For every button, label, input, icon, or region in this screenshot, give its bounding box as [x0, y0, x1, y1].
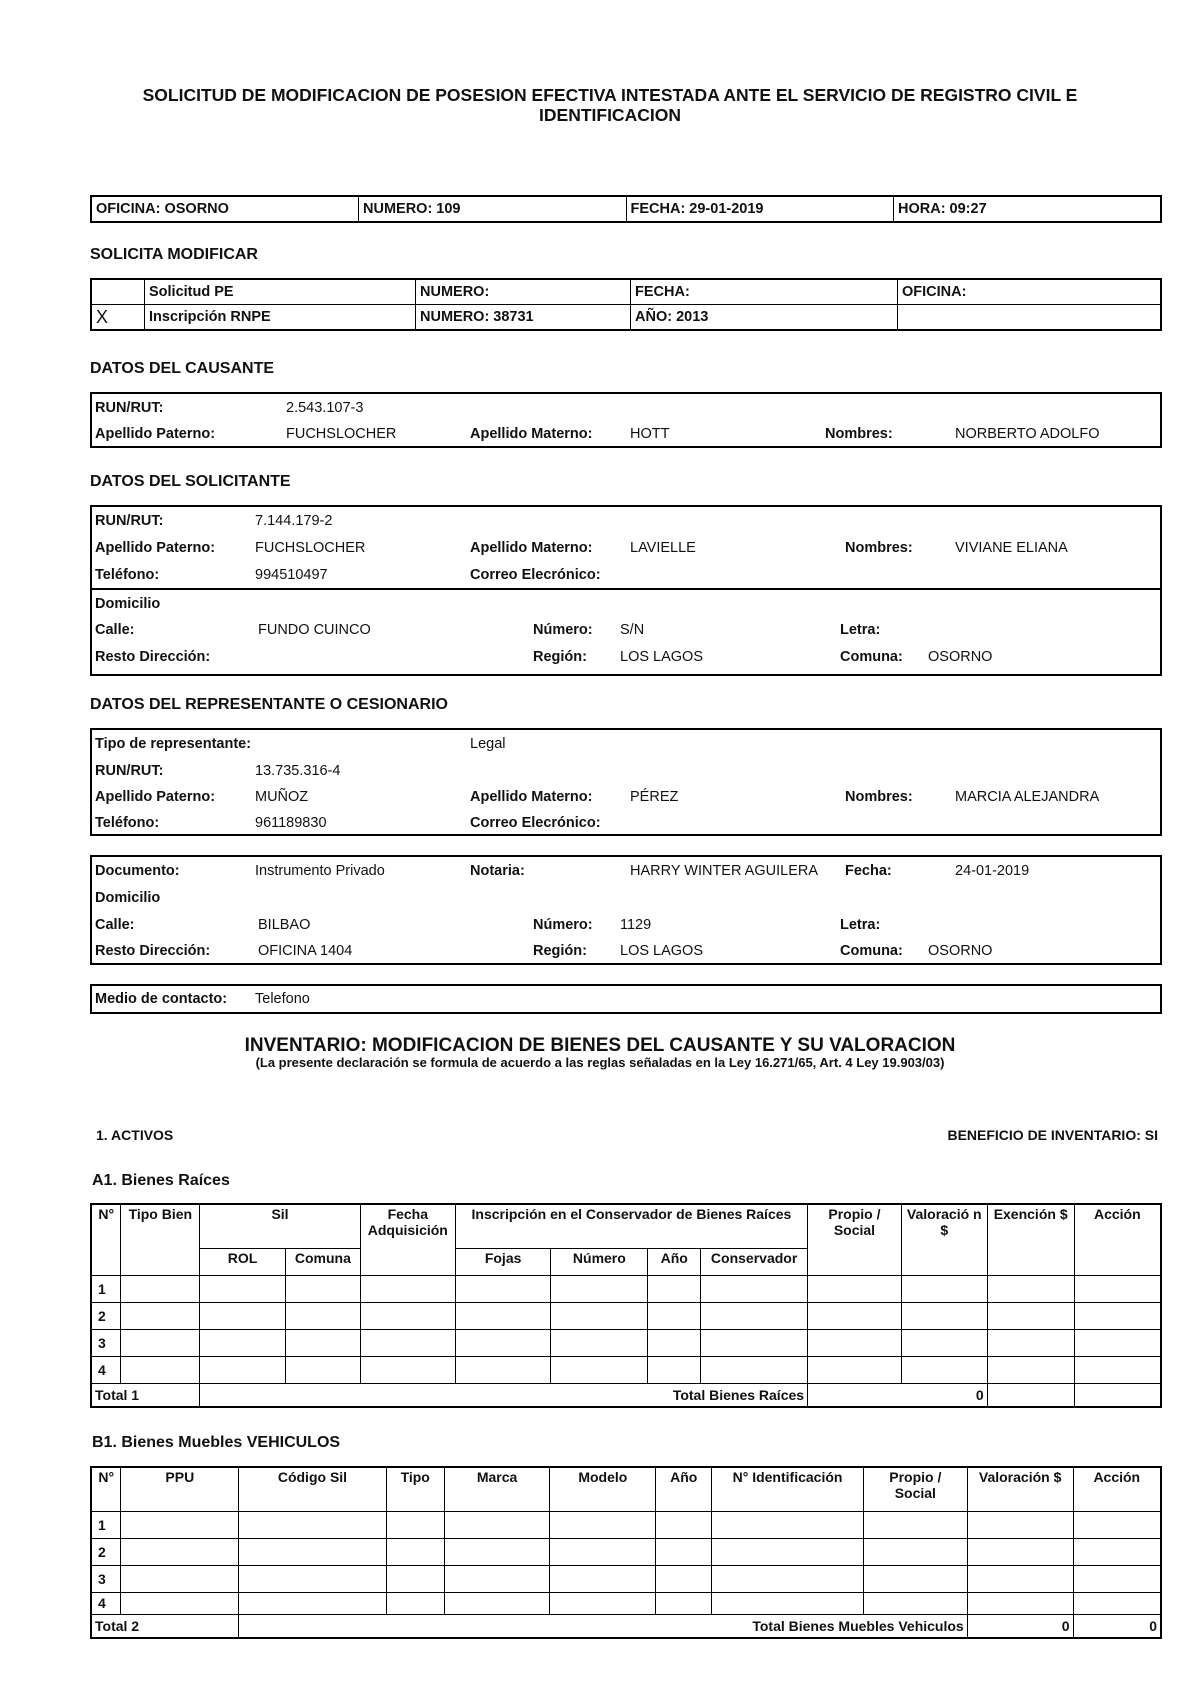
solicitante-comuna-label: Comuna:	[840, 649, 903, 665]
row-number: 3	[91, 1565, 121, 1592]
solicitante-telefono-label: Teléfono:	[95, 567, 160, 583]
solicitante-calle: FUNDO CUINCO	[258, 622, 371, 638]
causante-materno: HOTT	[630, 426, 670, 442]
col-rol: ROL	[200, 1248, 286, 1275]
rep-medio-label: Medio de contacto:	[95, 991, 228, 1007]
rep-domicilio-label: Domicilio	[95, 890, 161, 906]
solicita-mark: X	[91, 305, 145, 331]
rep-region-label: Región:	[533, 943, 587, 959]
bienes-raices-table	[90, 1203, 1162, 1408]
rep-materno-label: Apellido Materno:	[470, 789, 593, 805]
col-accion: Acción	[1073, 1467, 1161, 1511]
table-row	[91, 1329, 1161, 1356]
row-number: 2	[91, 1302, 121, 1329]
rep-notaria-label: Notaria:	[470, 863, 525, 879]
page-title: SOLICITUD DE MODIFICACION DE POSESION EFECTIVA INTESTADA ANTE EL SERVICIO DE REGISTRO CIVIL E IDENTIFICACION	[142, 85, 1078, 125]
col-anio: Año	[648, 1248, 701, 1275]
solicita-tipo: Inscripción RNPE	[145, 305, 416, 331]
causante-heading: DATOS DEL CAUSANTE	[90, 360, 275, 377]
causante-paterno: FUCHSLOCHER	[286, 426, 397, 442]
rep-tipo-label: Tipo de representante:	[95, 736, 252, 752]
solicitante-numero-label: Número:	[533, 622, 593, 638]
col-marca: Marca	[444, 1467, 550, 1511]
numero-cell: NUMERO: 109	[359, 196, 627, 222]
solicitante-heading: DATOS DEL SOLICITANTE	[90, 473, 291, 490]
solicitante-comuna: OSORNO	[928, 649, 993, 665]
rep-run: 13.735.316-4	[255, 763, 341, 779]
total-bienes-raices-label: Total Bienes Raíces	[200, 1383, 808, 1407]
causante-nombres-label: Nombres:	[825, 426, 893, 442]
total-vehiculos-value: 0	[967, 1614, 1073, 1638]
solicitante-run: 7.144.179-2	[255, 513, 333, 529]
rep-notaria: HARRY WINTER AGUILERA	[630, 863, 819, 879]
rep-nombres: MARCIA ALEJANDRA	[955, 789, 1100, 805]
col-numero: Número	[551, 1248, 648, 1275]
solicitante-region-label: Región:	[533, 649, 587, 665]
col-accion: Acción	[1074, 1204, 1161, 1275]
total-2-label: Total 2	[91, 1614, 239, 1638]
bienes-raices-heading: A1. Bienes Raíces	[92, 1172, 230, 1189]
col-n: N°	[91, 1467, 121, 1511]
table-row	[91, 1511, 1161, 1538]
rep-telefono: 961189830	[255, 815, 327, 831]
rep-documento-label: Documento:	[95, 863, 180, 879]
row-number: 3	[91, 1329, 121, 1356]
rep-documento: Instrumento Privado	[255, 863, 385, 879]
total-row	[91, 1383, 1161, 1407]
col-anio: Año	[656, 1467, 712, 1511]
causante-paterno-label: Apellido Paterno:	[95, 426, 216, 442]
solicitante-paterno: FUCHSLOCHER	[255, 540, 366, 556]
total-vehiculos-accion: 0	[1073, 1614, 1161, 1638]
solicitante-numero: S/N	[620, 622, 645, 638]
representante-heading: DATOS DEL REPRESENTANTE O CESIONARIO	[90, 696, 448, 713]
table-row	[91, 1565, 1161, 1592]
col-tipo: Tipo	[386, 1467, 444, 1511]
solicitante-paterno-label: Apellido Paterno:	[95, 540, 216, 556]
row-number: 4	[91, 1592, 121, 1614]
table-row	[91, 1356, 1161, 1383]
solicita-heading: SOLICITA MODIFICAR	[90, 246, 258, 263]
col-conservador: Conservador	[701, 1248, 808, 1275]
hora-cell: HORA: 09:27	[894, 196, 1162, 222]
inventario-subtitle: (La presente declaración se formula de acuerdo a las reglas señaladas en la Ley 16.271/65, Art. 4 Ley 19.903/03)	[255, 1055, 945, 1070]
row-number: 2	[91, 1538, 121, 1565]
rep-correo-label: Correo Elecrónico:	[470, 815, 601, 831]
col-propio-social: Propio / Social	[863, 1467, 967, 1511]
rep-paterno: MUÑOZ	[255, 789, 309, 805]
table-row	[91, 1592, 1161, 1614]
fecha-cell: FECHA: 29-01-2019	[626, 196, 894, 222]
solicitante-region: LOS LAGOS	[620, 649, 704, 665]
total-row	[91, 1614, 1161, 1638]
inventario-title: INVENTARIO: MODIFICACION DE BIENES DEL CAUSANTE Y SU VALORACION	[244, 1035, 956, 1056]
header-table	[90, 195, 1162, 223]
row-number: 1	[91, 1275, 121, 1302]
rep-fecha: 24-01-2019	[955, 863, 1030, 879]
solicitante-letra-label: Letra:	[840, 622, 881, 638]
causante-nombres: NORBERTO ADOLFO	[955, 426, 1100, 442]
table-row	[91, 1302, 1161, 1329]
solicitante-domicilio-label: Domicilio	[95, 596, 161, 612]
rep-medio: Telefono	[255, 991, 310, 1007]
row-number: 4	[91, 1356, 121, 1383]
rep-letra-label: Letra:	[840, 917, 881, 933]
rep-fecha-label: Fecha:	[845, 863, 892, 879]
col-modelo: Modelo	[550, 1467, 656, 1511]
col-exencion: Exención $	[987, 1204, 1074, 1275]
col-inscripcion: Inscripción en el Conservador de Bienes Raíces	[455, 1204, 807, 1248]
medio-box	[90, 984, 1162, 1014]
rep-comuna: OSORNO	[928, 943, 993, 959]
beneficio-label: BENEFICIO DE INVENTARIO: SI	[947, 1127, 1158, 1143]
rep-tipo: Legal	[470, 736, 506, 752]
solicita-oficina	[898, 305, 1162, 331]
solicitante-resto-label: Resto Dirección:	[95, 649, 211, 665]
activos-label: 1. ACTIVOS	[96, 1127, 174, 1143]
solicitante-materno-label: Apellido Materno:	[470, 540, 593, 556]
col-ppu: PPU	[121, 1467, 239, 1511]
rep-calle-label: Calle:	[95, 917, 135, 933]
col-n: N°	[91, 1204, 121, 1275]
solicitante-nombres: VIVIANE ELIANA	[955, 540, 1068, 556]
rep-calle: BILBAO	[258, 917, 311, 933]
table-row	[91, 1538, 1161, 1565]
solicita-numero: NUMERO: 38731	[416, 305, 631, 331]
col-identificacion: N° Identificación	[712, 1467, 864, 1511]
total-vehiculos-label: Total Bienes Muebles Vehiculos	[239, 1614, 968, 1638]
causante-run: 2.543.107-3	[286, 400, 364, 416]
solicitante-nombres-label: Nombres:	[845, 540, 913, 556]
rep-comuna-label: Comuna:	[840, 943, 903, 959]
vehiculos-table	[90, 1466, 1162, 1639]
solicitante-calle-label: Calle:	[95, 622, 135, 638]
solicita-tipo: Solicitud PE	[145, 279, 416, 305]
rep-numero: 1129	[620, 917, 652, 933]
rep-materno: PÉREZ	[630, 789, 679, 805]
total-bienes-raices-value: 0	[808, 1383, 988, 1407]
rep-region: LOS LAGOS	[620, 943, 704, 959]
rep-telefono-label: Teléfono:	[95, 815, 160, 831]
oficina-cell: OFICINA: OSORNO	[91, 196, 359, 222]
col-fecha-adquisicion: Fecha Adquisición	[360, 1204, 455, 1275]
rep-paterno-label: Apellido Paterno:	[95, 789, 216, 805]
solicitante-correo-label: Correo Elecrónico:	[470, 567, 601, 583]
col-valoracion: Valoració n $	[901, 1204, 987, 1275]
rep-numero-label: Número:	[533, 917, 593, 933]
solicitante-telefono: 994510497	[255, 567, 328, 583]
solicita-numero: NUMERO:	[416, 279, 631, 305]
table-row	[91, 1275, 1161, 1302]
vehiculos-heading: B1. Bienes Muebles VEHICULOS	[92, 1434, 341, 1451]
causante-materno-label: Apellido Materno:	[470, 426, 593, 442]
rep-run-label: RUN/RUT:	[95, 763, 164, 779]
causante-run-label: RUN/RUT:	[95, 400, 164, 416]
col-propio-social: Propio / Social	[808, 1204, 902, 1275]
col-comuna: Comuna	[285, 1248, 360, 1275]
solicitante-run-label: RUN/RUT:	[95, 513, 164, 529]
row-number: 1	[91, 1511, 121, 1538]
total-1-label: Total 1	[91, 1383, 200, 1407]
solicita-oficina: OFICINA:	[898, 279, 1162, 305]
col-tipo-bien: Tipo Bien	[121, 1204, 200, 1275]
solicita-fecha: FECHA:	[631, 279, 898, 305]
solicita-fecha: AÑO: 2013	[631, 305, 898, 331]
solicitante-materno: LAVIELLE	[630, 540, 696, 556]
col-fojas: Fojas	[455, 1248, 551, 1275]
rep-resto-label: Resto Dirección:	[95, 943, 211, 959]
solicita-table	[90, 278, 1162, 331]
col-codigo-sii: Código Sil	[239, 1467, 387, 1511]
col-sii: Sil	[200, 1204, 361, 1248]
rep-nombres-label: Nombres:	[845, 789, 913, 805]
solicita-mark	[91, 279, 145, 305]
col-valoracion: Valoración $	[967, 1467, 1073, 1511]
rep-resto: OFICINA 1404	[258, 943, 353, 959]
